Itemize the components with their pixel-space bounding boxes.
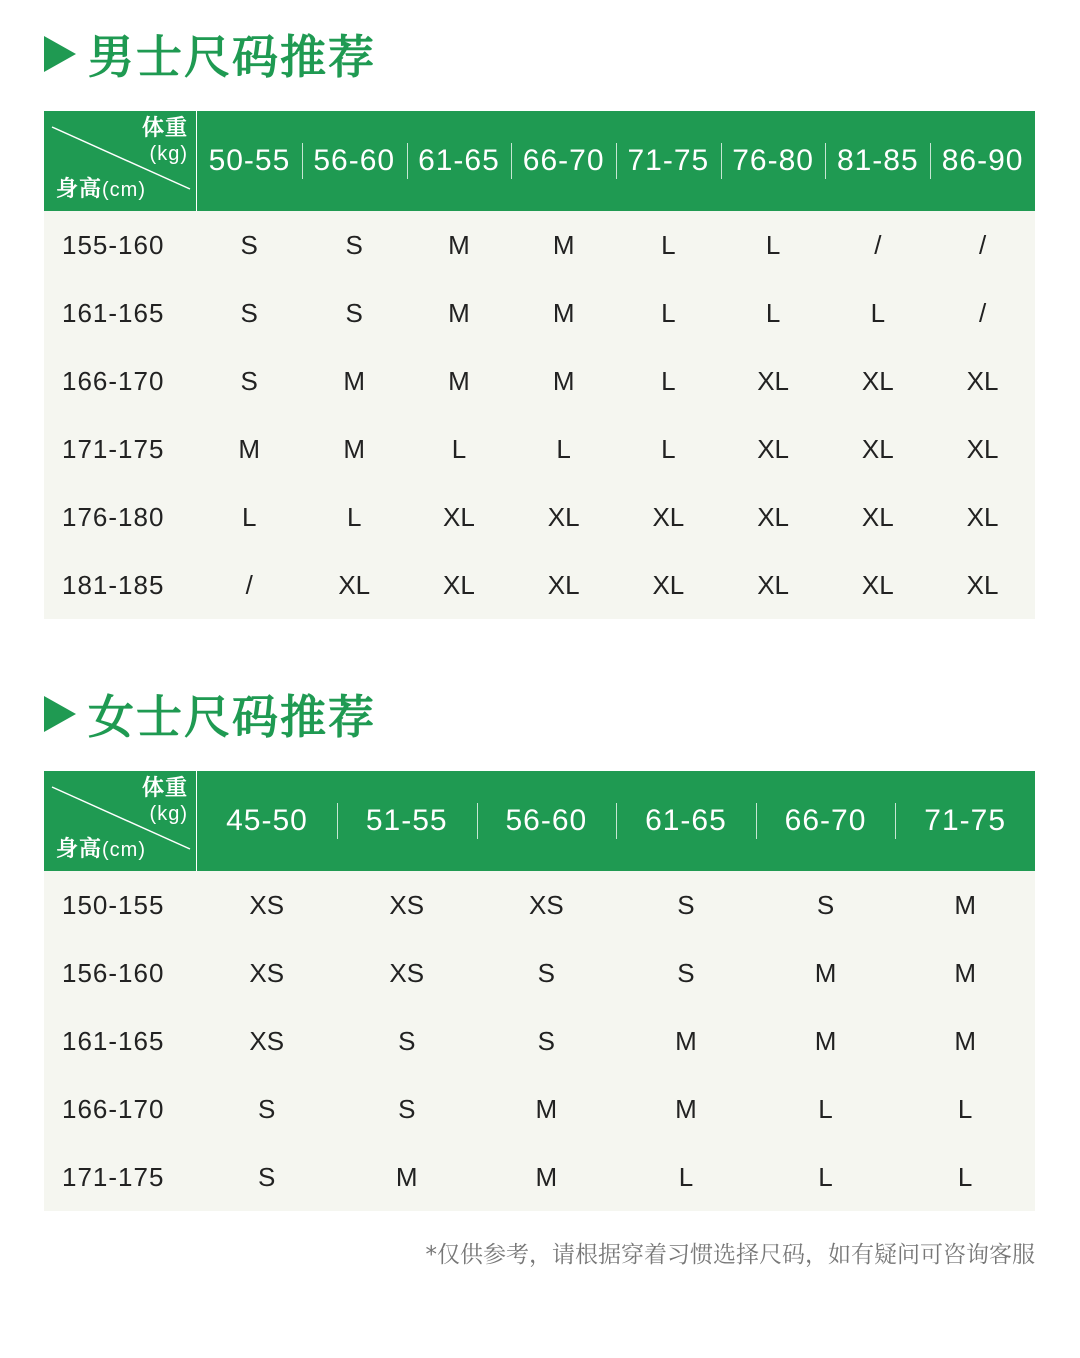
- weight-column-header: 66-70: [756, 771, 896, 871]
- weight-column-header: 51-55: [337, 771, 477, 871]
- size-cell: XL: [861, 365, 894, 396]
- size-cell: S: [258, 1093, 276, 1124]
- weight-column-header: 86-90: [930, 111, 1035, 211]
- weight-column-header: 71-75: [895, 771, 1035, 871]
- size-cell: S: [398, 1093, 416, 1124]
- height-cell: 166-170: [62, 365, 165, 396]
- size-cell: S: [240, 229, 258, 260]
- size-cell: XS: [249, 1025, 285, 1056]
- size-cell: XL: [338, 569, 371, 600]
- weight-column-header: 61-65: [616, 771, 756, 871]
- size-cell: XL: [861, 433, 894, 464]
- height-cell: 176-180: [62, 501, 165, 532]
- table-row: [44, 483, 1035, 551]
- size-cell: M: [954, 889, 976, 920]
- size-cell: M: [395, 1161, 418, 1192]
- size-cell: L: [765, 297, 781, 328]
- weight-column-header: 81-85: [825, 111, 930, 211]
- women-section-title: [44, 684, 376, 744]
- size-cell: XL: [443, 569, 475, 600]
- table-row: [44, 1007, 1035, 1075]
- size-cell: M: [552, 229, 575, 260]
- size-cell: L: [661, 365, 676, 396]
- size-cell: M: [343, 365, 366, 396]
- men-corner-height: 身高(cm): [56, 176, 146, 201]
- size-cell: S: [240, 365, 258, 396]
- size-cell: M: [954, 957, 976, 988]
- table-row: [44, 415, 1035, 483]
- size-cell: /: [245, 569, 253, 600]
- size-cell: L: [818, 1161, 833, 1192]
- men-title-text: 男士尺码推荐: [88, 30, 376, 84]
- women-corner-weight: 体重 (kg): [141, 775, 188, 825]
- men-header-row: [44, 111, 1035, 211]
- size-cell: M: [814, 1025, 837, 1056]
- table-row: [44, 279, 1035, 347]
- height-cell: 171-175: [62, 1161, 165, 1192]
- size-cell: L: [661, 229, 676, 260]
- size-cell: M: [238, 433, 261, 464]
- size-cell: M: [954, 1025, 976, 1056]
- play-triangle-icon: [44, 696, 76, 732]
- size-cell: M: [552, 297, 575, 328]
- size-cell: M: [448, 229, 470, 260]
- table-row: [44, 1075, 1035, 1143]
- table-row: [44, 551, 1035, 619]
- weight-column-header: 71-75: [616, 111, 721, 211]
- size-cell: M: [552, 365, 575, 396]
- height-cell: 150-155: [62, 889, 165, 920]
- size-cell: S: [537, 1025, 556, 1056]
- size-cell: S: [345, 297, 363, 328]
- size-cell: S: [677, 889, 695, 920]
- size-cell: M: [535, 1093, 558, 1124]
- size-cell: XL: [757, 569, 789, 600]
- size-cell: M: [343, 433, 366, 464]
- size-cell: M: [448, 297, 470, 328]
- height-cell: 171-175: [62, 433, 165, 464]
- size-cell: S: [345, 229, 363, 260]
- size-cell: XL: [652, 569, 685, 600]
- women-size-table: [44, 771, 1035, 1211]
- size-cell: M: [814, 957, 837, 988]
- size-cell: L: [661, 297, 676, 328]
- size-cell: XL: [966, 501, 999, 532]
- size-cell: XL: [757, 433, 789, 464]
- size-cell: L: [957, 1161, 973, 1192]
- footnote: *仅供参考，请根据穿着习惯选择尺码，如有疑问可咨询客服: [425, 1242, 1035, 1268]
- size-cell: XL: [652, 501, 685, 532]
- height-cell: 161-165: [62, 297, 165, 328]
- size-cell: XL: [966, 433, 999, 464]
- weight-column-header: 50-55: [208, 144, 291, 177]
- size-cell: XL: [861, 569, 894, 600]
- weight-column-header: 45-50: [226, 804, 308, 837]
- women-title-text: 女士尺码推荐: [88, 690, 376, 744]
- size-cell: XL: [443, 501, 475, 532]
- size-cell: XL: [861, 501, 894, 532]
- women-header-row: [44, 771, 1035, 871]
- size-cell: L: [661, 433, 676, 464]
- size-cell: XL: [547, 501, 580, 532]
- size-cell: /: [978, 229, 987, 260]
- men-corner-weight: 体重 (kg): [141, 115, 188, 165]
- weight-column-header: 61-65: [407, 111, 512, 211]
- size-cell: S: [537, 957, 556, 988]
- size-cell: M: [675, 1093, 697, 1124]
- weight-column-header: 66-70: [511, 111, 616, 211]
- size-cell: XL: [547, 569, 580, 600]
- size-cell: S: [398, 1025, 416, 1056]
- table-row: [44, 939, 1035, 1007]
- table-row: [44, 347, 1035, 415]
- size-cell: XS: [529, 889, 564, 920]
- size-cell: XS: [249, 889, 285, 920]
- men-size-table: [44, 111, 1035, 619]
- size-cell: S: [258, 1161, 276, 1192]
- women-corner-cell: [44, 771, 197, 871]
- size-cell: XL: [966, 569, 999, 600]
- size-cell: L: [818, 1093, 833, 1124]
- size-cell: L: [957, 1093, 973, 1124]
- size-cell: XL: [757, 501, 789, 532]
- size-cell: L: [346, 501, 362, 532]
- men-corner-cell: [44, 111, 197, 211]
- size-cell: /: [978, 297, 987, 328]
- size-cell: S: [240, 297, 258, 328]
- size-cell: XS: [389, 957, 425, 988]
- size-cell: XL: [757, 365, 789, 396]
- size-cell: XL: [966, 365, 999, 396]
- size-cell: S: [677, 957, 695, 988]
- height-cell: 166-170: [62, 1093, 165, 1124]
- height-cell: 155-160: [62, 229, 165, 260]
- size-cell: XS: [249, 957, 285, 988]
- size-cell: L: [241, 501, 257, 532]
- height-cell: 156-160: [62, 957, 165, 988]
- weight-column-header: 56-60: [302, 111, 407, 211]
- weight-column-header: 76-80: [721, 111, 826, 211]
- size-cell: XS: [389, 889, 425, 920]
- height-cell: 181-185: [62, 569, 165, 600]
- men-section-title: [44, 24, 376, 84]
- size-cell: L: [556, 433, 571, 464]
- size-cell: M: [675, 1025, 697, 1056]
- table-row: [44, 871, 1035, 939]
- size-cell: M: [535, 1161, 558, 1192]
- play-triangle-icon: [44, 36, 76, 72]
- size-cell: S: [816, 889, 835, 920]
- size-cell: L: [678, 1161, 694, 1192]
- size-cell: M: [448, 365, 470, 396]
- size-cell: L: [451, 433, 467, 464]
- table-row: [44, 211, 1035, 279]
- size-cell: L: [765, 229, 781, 260]
- size-cell: /: [874, 229, 882, 260]
- women-corner-height: 身高(cm): [56, 836, 146, 861]
- weight-column-header: 56-60: [477, 771, 617, 871]
- table-row: [44, 1143, 1035, 1211]
- size-cell: L: [870, 297, 886, 328]
- height-cell: 161-165: [62, 1025, 165, 1056]
